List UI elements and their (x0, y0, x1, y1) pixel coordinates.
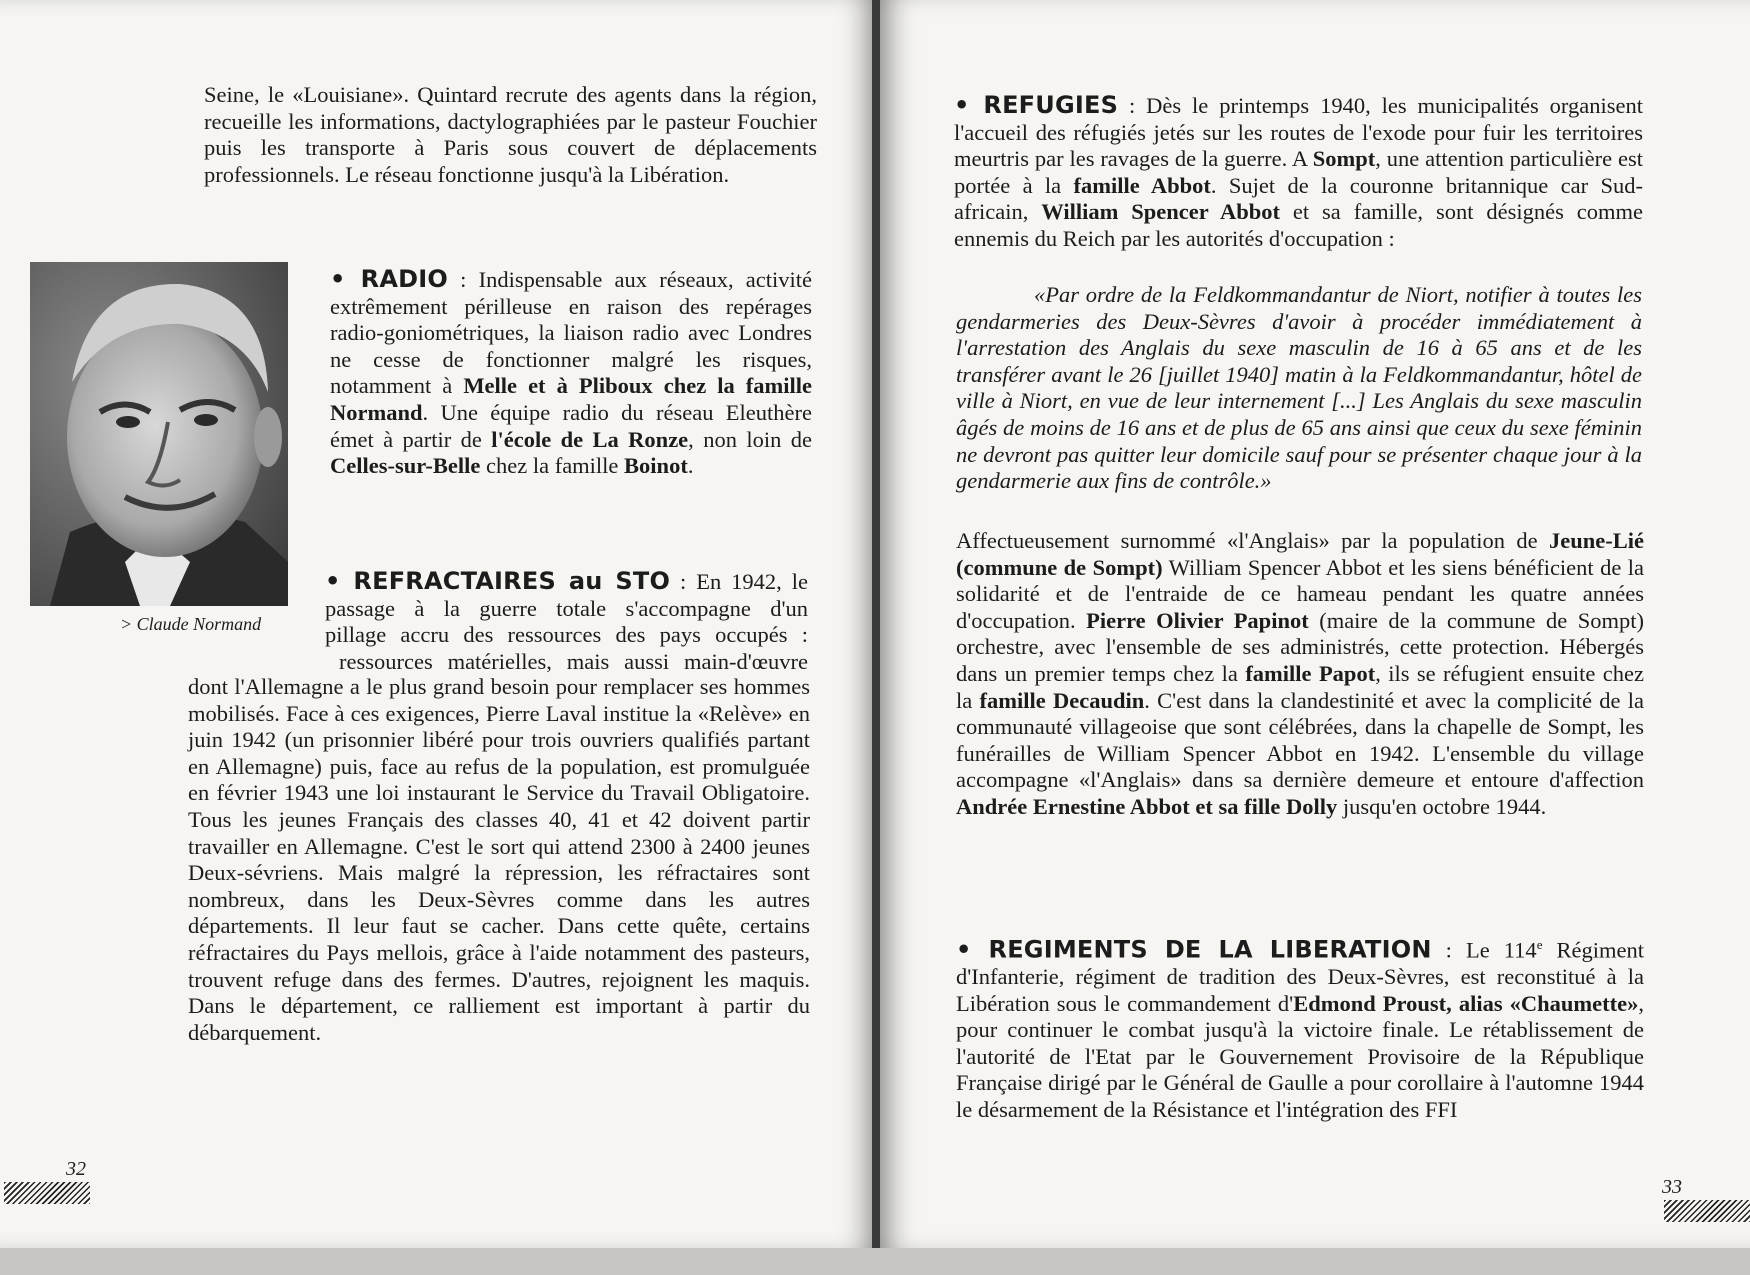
abbot-text-6: jusqu'en octobre 1944. (1337, 793, 1547, 819)
abbot-text-4: , ils se réfugient ensuite chez la (956, 660, 1644, 713)
radio-text-4: chez la famille (480, 453, 625, 479)
regiments-text-2: Régiment d'Infanterie, régiment de tradition des Deux-Sèvres, est reconstitué à la Libération sous le commandement d' (956, 937, 1644, 1016)
abbot-text-5: . C'est dans la clandestinité et avec la complicité de la communauté villageoise que sont célébrées, dans la chapelle de Sompt, les funérailles de William Spencer Abbot en 1942. L'ensemble du village accompagne «l'Anglais» dans sa dernière demeure et entoure d'affection (956, 687, 1644, 793)
portrait-image (30, 262, 288, 606)
radio-text-1: : Indispensable aux réseaux, activité extrêmement périlleuse en raison des repérages radio-goniométriques, la liaison radio avec Londres ne cesse de fonctionner malgré les risques, notamment à (330, 267, 812, 399)
quote-text: «Par ordre de la Feldkommandantur de Niort, notifier à toutes les gendarmeries des Deux-Sèvres d'avoir à procéder immédiatement à l'arrestation des Anglais du sexe masculin de 16 à 65 ans et de les transférer avant le 26 [juillet 1940] matin à la Feldkommandantur, hôtel de ville à Niort, en vue de leur internement [...] Les Anglais du sexe masculin âgés de moins de 16 ans et de plus de 65 ans ainsi que ceux du sexe féminin ne devront pas quitter leur domicile sauf pour se présenter chaque jour à la gendarmerie aux fins de contrôle.» (956, 282, 1642, 494)
abbot-bold-3: famille Papot (1245, 660, 1376, 686)
regiments-paragraph (956, 932, 1644, 1124)
refractaires-line-3: pillage accru des ressources des pays occupés : (325, 622, 808, 648)
radio-bold-3: Celles-sur-Belle (330, 453, 481, 479)
hatch-decoration-left (4, 1182, 90, 1204)
refugies-text-1: : Dès le printemps 1940, les municipalités organisent l'accueil des réfugiés jetés sur les routes de l'exode pour fuir les territoires meurtris par les ravages de la guerre. A (954, 93, 1643, 172)
claude-normand-photo (30, 262, 288, 606)
radio-text-2: . Une équipe radio du réseau Eleuthère émet à partir de (330, 399, 812, 452)
abbot-text-2: William Spencer Abbot et les siens bénéficient de la solidarité et de l'entraide de ce hameau pendant les quatre années d'occupation. (956, 554, 1644, 633)
abbot-text-3: (maire de la commune de Sompt) orchestre, avec l'ensemble de ses administrés, cette protection. Hébergés dans un premier temps chez la (956, 607, 1644, 686)
refugies-bold-2: famille Abbot (1073, 172, 1211, 198)
abbot-text-1: Affectueusement surnommé «l'Anglais» par la population de (956, 528, 1549, 553)
radio-heading: • RADIO (330, 265, 448, 293)
feldkommandantur-quote (956, 282, 1642, 495)
regiments-bold-1: Edmond Proust, alias «Chaumette» (1293, 990, 1639, 1016)
radio-bold-4: Boinot (624, 453, 688, 479)
radio-text-5: . (687, 453, 694, 479)
abbot-bold-2: Pierre Olivier Papinot (1086, 607, 1309, 633)
page-number-right: 33 (1662, 1176, 1682, 1198)
refugies-text-4: et sa famille, sont désignés comme ennemis du Reich par les autorités d'occupation : (954, 199, 1643, 251)
refractaires-line-1: : En 1942, le (670, 569, 809, 594)
scan-bottom-edge (0, 1248, 1750, 1275)
refugies-paragraph (954, 92, 1643, 253)
intro-paragraph: Seine, le «Louisiane». Quintard recrute des agents dans la région, recueille les informations, dactylographiées par le pasteur Fouchier puis les transporte à Paris sous couvert de déplacements professionnels. Le réseau fonctionne jusqu'à la Libération. (204, 82, 817, 187)
book-gutter (872, 0, 880, 1248)
refractaires-line-4: ressources matérielles, mais aussi main-d'œuvre (339, 648, 808, 674)
regiments-superscript: e (1536, 937, 1543, 952)
abbot-bold-1: Jeune-Lié (commune de Sompt) (956, 528, 1644, 580)
radio-paragraph (330, 266, 812, 480)
hatch-decoration-right (1664, 1200, 1750, 1222)
refractaires-intro (325, 568, 808, 675)
abbot-bold-5: Andrée Ernestine Abbot et sa fille Dolly (956, 793, 1338, 819)
page-number-left: 32 (66, 1158, 86, 1180)
regiments-text-1: : Le 114 (1431, 937, 1537, 963)
regiments-text-3: , pour continuer le combat jusqu'à la victoire finale. Le rétablissement de l'autorité de l'Etat par le Gouvernement Provisoire de la République Française dirigé par le Général de Gaulle a pour corollaire à l'automne 1944 le désarmement de la Résistance et l'intégration des FFI (956, 990, 1644, 1123)
refugies-bold-3: William Spencer Abbot (1041, 199, 1280, 225)
refugies-heading: • REFUGIES (954, 91, 1119, 119)
right-page (880, 0, 1750, 1248)
photo-caption: > Claude Normand (120, 614, 262, 634)
refractaires-body: dont l'Allemagne a le plus grand besoin pour remplacer ses hommes mobilisés. Face à ces exigences, Pierre Laval institue la «Relève» en juin 1942 (un prisonnier libéré pour trois ouvriers qualifiés partant en Allemagne) puis, face au refus de la population, est promulguée en février 1943 une loi instaurant le Service du Travail Obligatoire. Tous les jeunes Français des classes 40, 41 et 42 doivent partir travailler en Allemagne. C'est le sort qui attend 2300 à 2400 jeunes Deux-sévriens. Mais malgré la répression, les réfractaires sont nombreux, dans les Deux-Sèvres comme dans les autres départements. Il leur faut se cacher. Dans cette quête, certains réfractaires du Pays mellois, grâce à l'aide notamment des pasteurs, trouvent refuge dans des fermes. D'autres, rejoignent les maquis. Dans le département, ce ralliement est important à partir du débarquement. (188, 674, 810, 1045)
radio-bold-1: Melle et à Pliboux chez la famille Normand (330, 373, 812, 425)
refractaires-line-2: passage à la guerre totale s'accompagne d'un (325, 595, 808, 621)
radio-bold-2: l'école de La Ronze (491, 426, 689, 452)
radio-text-3: , non loin de (688, 426, 812, 452)
abbot-bold-4: famille Decaudin (979, 687, 1145, 713)
refractaires-heading: • REFRACTAIRES au STO (325, 567, 671, 595)
refugies-text-2: , une attention particulière est portée à la (954, 146, 1643, 198)
refugies-text-3: . Sujet de la couronne britannique car Sud-africain, (954, 172, 1643, 225)
abbot-paragraph (956, 528, 1644, 821)
refugies-bold-1: Sompt (1312, 146, 1376, 172)
left-page (0, 0, 872, 1248)
regiments-heading: • REGIMENTS DE LA LIBERATION (956, 935, 1432, 964)
